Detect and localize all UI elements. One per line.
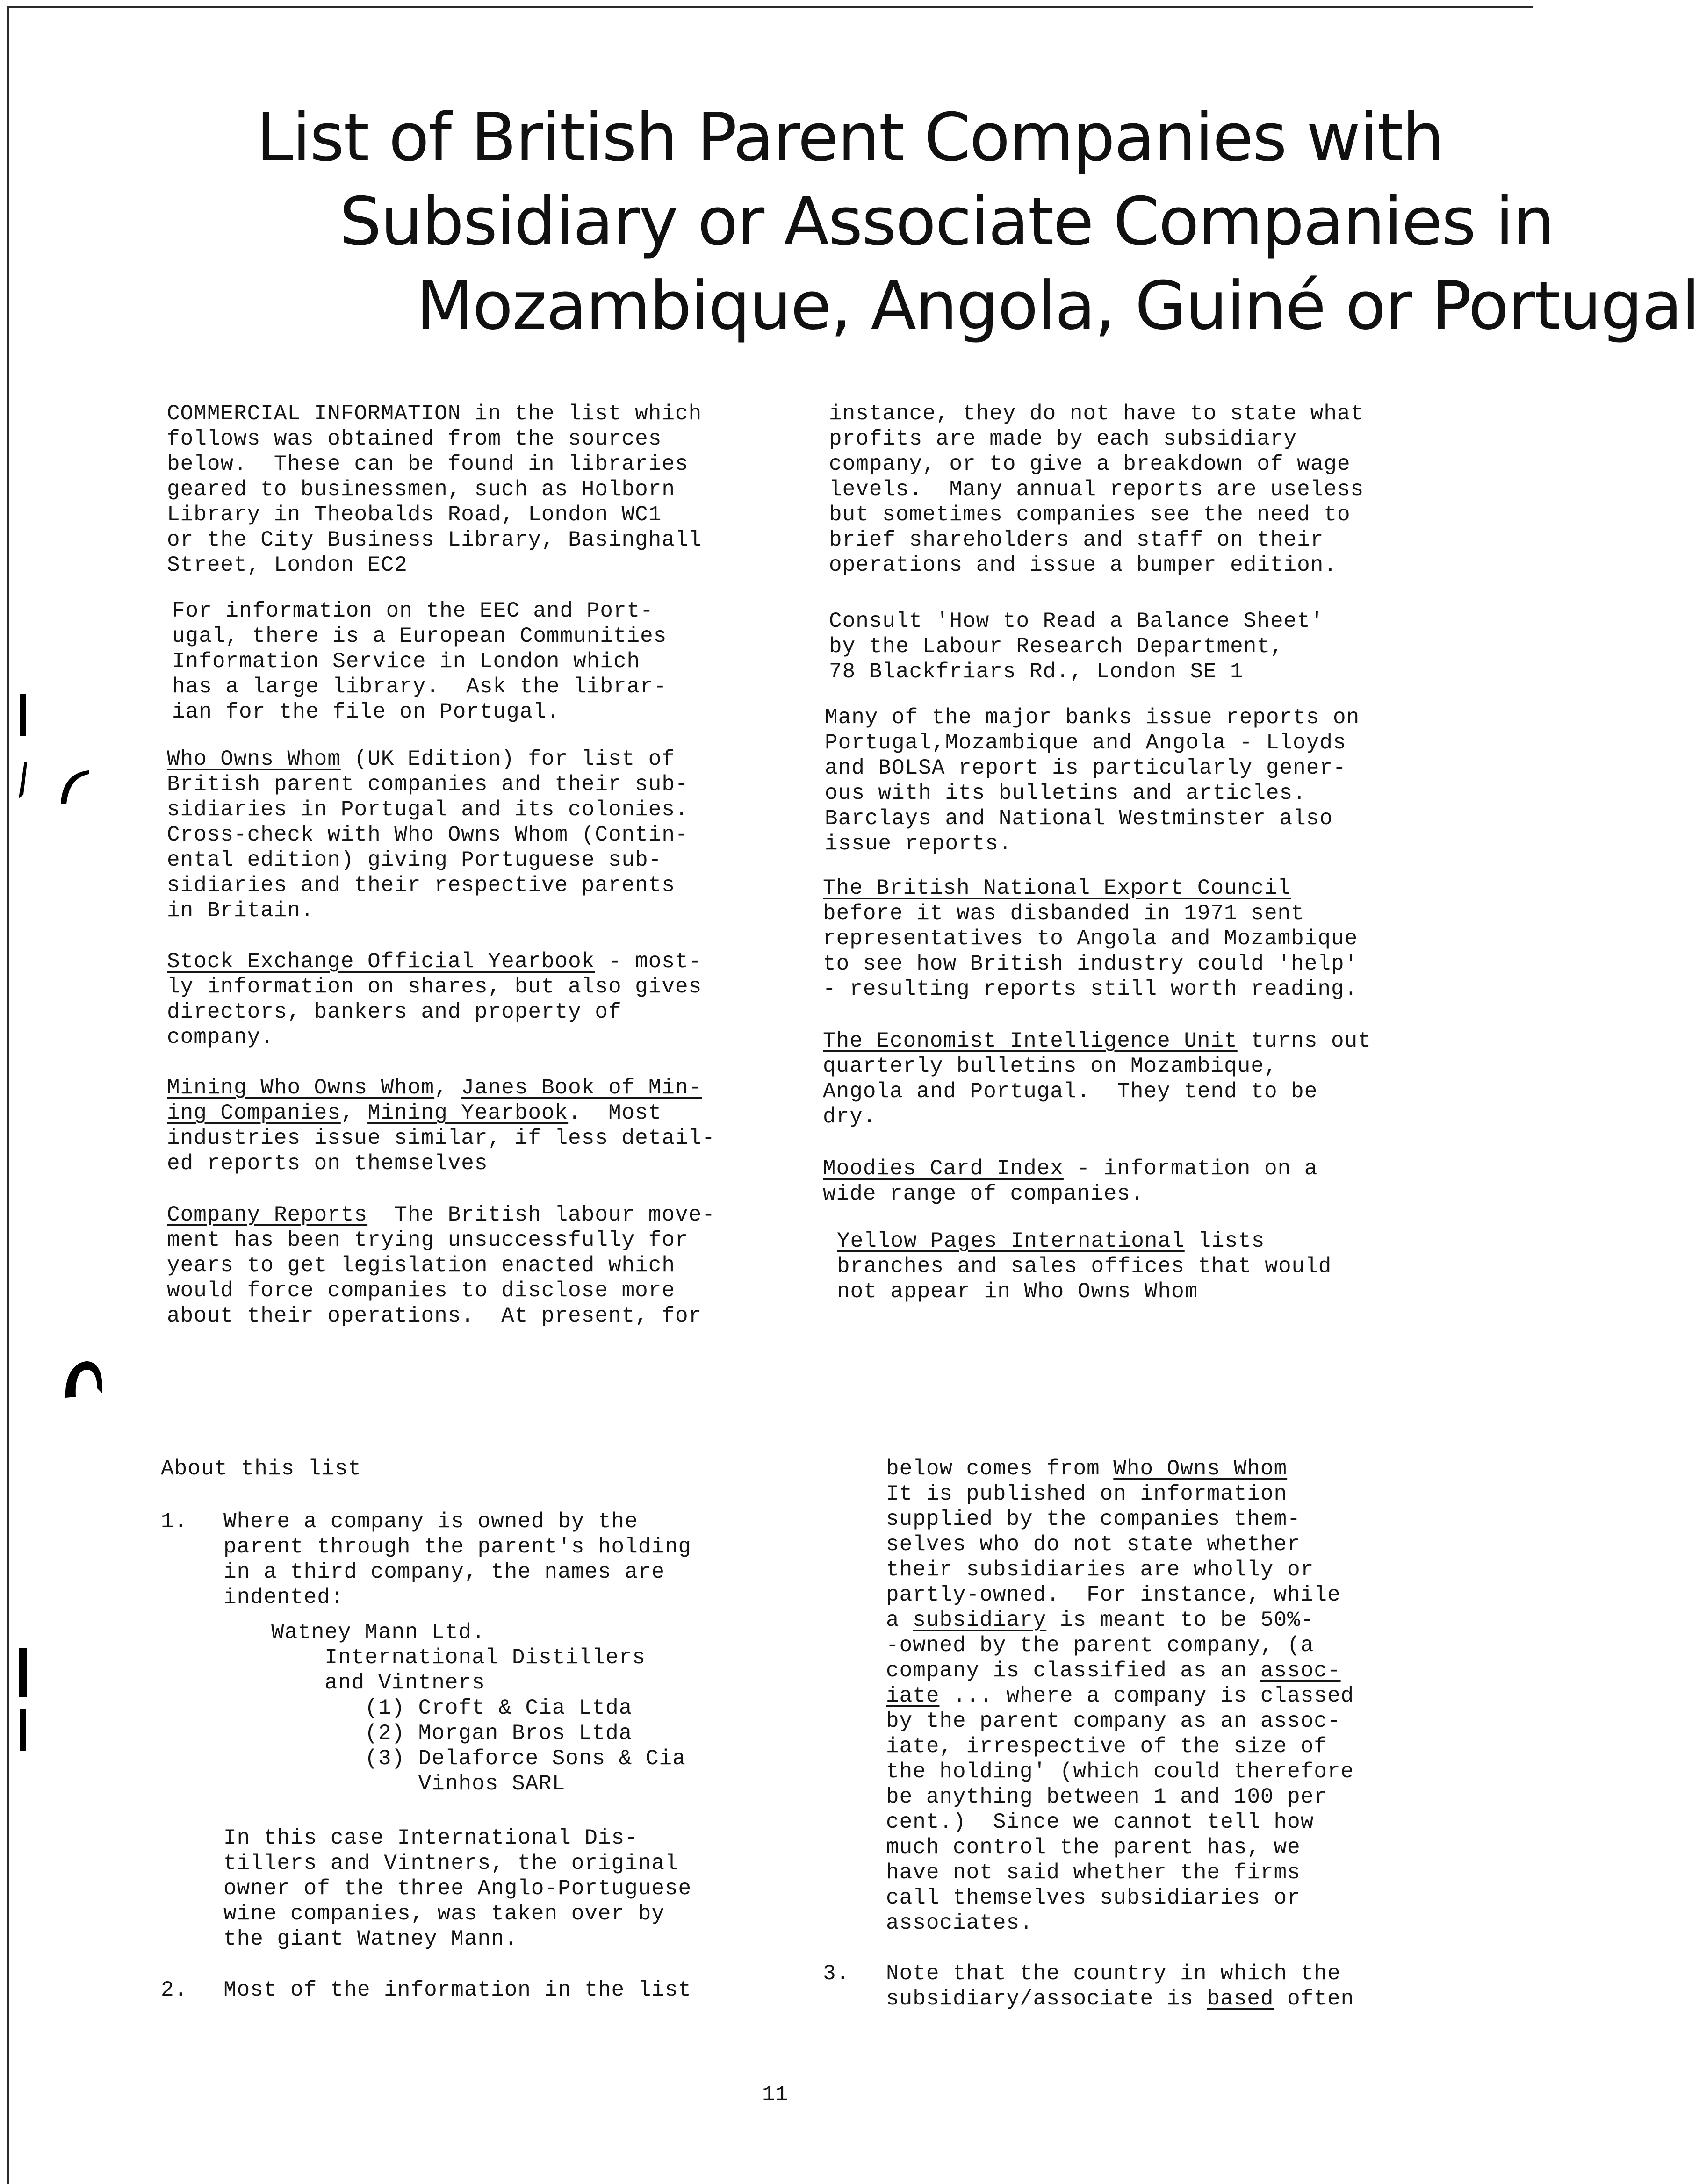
associate-term-part-2: iate xyxy=(886,1684,940,1708)
mining-text: . Most industries issue similar, if less detail- ed reports on themselves xyxy=(167,1101,715,1176)
item-2-body-b: is meant to be 50%- -owned by the parent company, (a company is classified as an xyxy=(886,1608,1314,1683)
stock-exchange-paragraph xyxy=(167,949,702,1050)
item-2-number: 2. xyxy=(161,1978,188,2002)
associate-term-part-1: assoc- xyxy=(1260,1659,1341,1683)
moodies-text: - information on a wide range of companies. xyxy=(823,1157,1318,1206)
moodies-title: Moodies Card Index xyxy=(823,1157,1064,1181)
janes-book-title-part-1: Janes Book of Min- xyxy=(461,1076,702,1100)
item-2-text: Most of the information in the list xyxy=(223,1978,692,2002)
item-2-body-c: ... where a company is classed by the parent company as an assoc- iate, irrespective of the size of the holding' (which could therefore be anything between 1 and 100 per cent.) Since we cannot tell how much control the parent has, we have not said whether the firms call themselves subsidiaries or associates. xyxy=(886,1684,1354,1935)
economist-title: The Economist Intelligence Unit xyxy=(823,1029,1238,1053)
moodies-paragraph xyxy=(823,1156,1317,1207)
item-2-lead: below comes from xyxy=(886,1457,1114,1481)
stock-exchange-text: - most- ly information on shares, but also gives directors, bankers and property of company. xyxy=(167,949,702,1049)
title-line-1: List of British Parent Companies with xyxy=(256,99,1444,176)
based-term: based xyxy=(1207,1987,1274,2011)
balance-sheet-paragraph: Consult 'How to Read a Balance Sheet' by the Labour Research Department, 78 Blackfriars Rd., London SE 1 xyxy=(829,609,1324,684)
janes-book-title-part-2: ing Companies xyxy=(167,1101,341,1125)
mining-separator-1: , xyxy=(434,1076,461,1100)
item-1-number: 1. xyxy=(161,1509,188,1534)
mining-yearbook-title: Mining Yearbook xyxy=(367,1101,569,1125)
yellow-pages-paragraph xyxy=(837,1228,1332,1304)
economist-text: turns out quarterly bulletins on Mozambique, Angola and Portugal. They tend to be dry. xyxy=(823,1029,1371,1129)
item-2-continued xyxy=(886,1456,1354,1936)
item-3-number: 3. xyxy=(823,1961,850,1986)
item-3-body-a: Note that the country in which the subsidiary/associate is xyxy=(886,1961,1341,2011)
subsidiary-term: subsidiary xyxy=(913,1608,1047,1632)
example-company-list: Watney Mann Ltd. International Distillers and Vintners (1) Croft & Cia Ltda (2) Morgan Bros Ltda (3) Delaforce Sons & Cia Vinhos SARL xyxy=(271,1620,686,1796)
yellow-pages-text: lists branches and sales offices that would not appear in Who Owns Whom xyxy=(837,1229,1332,1304)
item-1-text: Where a company is owned by the parent through the parent's holding in a third company, the names are indented: xyxy=(223,1509,692,1609)
who-owns-whom-text: (UK Edition) for list of British parent companies and their sub- sidiaries in Portugal and its colonies. Cross-check with Who Owns Whom (Contin- ental edition) giving Portuguese sub- sidiaries and their respective parents in Britain. xyxy=(167,747,689,923)
binding-mark-icon xyxy=(13,1706,32,1758)
item-3-text xyxy=(886,1961,1354,2012)
economist-paragraph xyxy=(823,1028,1371,1129)
item-1-explanation: In this case International Dis- tillers and Vintners, the original owner of the three Anglo-Portuguese wine companies, was taken over by the giant Watney Mann. xyxy=(223,1826,692,1951)
who-owns-whom-reference: Who Owns Whom xyxy=(1113,1457,1288,1481)
mining-paragraph xyxy=(167,1075,715,1176)
company-reports-continued: instance, they do not have to state what profits are made by each subsidiary company, or to give a breakdown of wage levels. Many annual reports are useless but sometimes companies see the need to brief shareholders and staff on their operations and issue a bumper edition. xyxy=(829,402,1364,577)
punch-hole-mark-icon xyxy=(61,1356,108,1402)
eec-paragraph: For information on the EEC and Port- ugal, there is a European Communities Information Service in London which has a large library. Ask the librar- ian for the file on Portugal. xyxy=(172,599,667,724)
page-title xyxy=(0,0,1699,355)
who-owns-whom-paragraph xyxy=(167,747,689,923)
export-council-title: The British National Export Council xyxy=(823,876,1291,900)
item-2-body-a: It is published on information supplied by the companies them- selves who do not state whether their subsidiaries are wholly or partly-owned. For instance, while a xyxy=(886,1482,1341,1632)
mining-separator-2: , xyxy=(340,1101,368,1125)
page-number: 11 xyxy=(762,2083,788,2107)
punch-hole-mark-icon xyxy=(56,767,94,809)
mining-who-owns-whom-title: Mining Who Owns Whom xyxy=(167,1076,435,1100)
binding-mark-icon xyxy=(13,1645,32,1702)
export-council-text: before it was disbanded in 1971 sent representatives to Angola and Mozambique to see how British industry could 'help' - resulting reports still worth reading. xyxy=(823,901,1358,1001)
export-council-paragraph xyxy=(823,876,1358,1002)
company-reports-text: The British labour move- ment has been trying unsuccessfully for years to get legislation enacted which would force companies to disclose more about their operations. At present, for xyxy=(167,1203,715,1328)
binding-mark-icon xyxy=(13,692,32,739)
stock-exchange-title: Stock Exchange Official Yearbook xyxy=(167,949,595,974)
intro-paragraph: COMMERCIAL INFORMATION in the list which follows was obtained from the sources below. These can be found in libraries geared to businessmen, such as Holborn Library in Theobalds Road, London WC1 or the City Business Library, Basinghall Street, London EC2 xyxy=(167,402,702,577)
company-reports-paragraph xyxy=(167,1202,715,1329)
item-3-body-b: often xyxy=(1274,1987,1354,2011)
about-heading: About this list xyxy=(161,1457,362,1481)
title-line-3: Mozambique, Angola, Guiné or Portugal xyxy=(416,267,1699,345)
title-line-2: Subsidiary or Associate Companies in xyxy=(339,183,1554,260)
banks-paragraph: Many of the major banks issue reports on Portugal,Mozambique and Angola - Lloyds and BOLSA report is particularly gener- ous with its bulletins and articles. Barclays and National Westminster also issue reports. xyxy=(825,705,1360,856)
yellow-pages-title: Yellow Pages International xyxy=(837,1229,1185,1253)
who-owns-whom-title: Who Owns Whom xyxy=(167,747,341,771)
company-reports-title: Company Reports xyxy=(167,1203,368,1227)
binding-mark-icon xyxy=(14,757,33,804)
